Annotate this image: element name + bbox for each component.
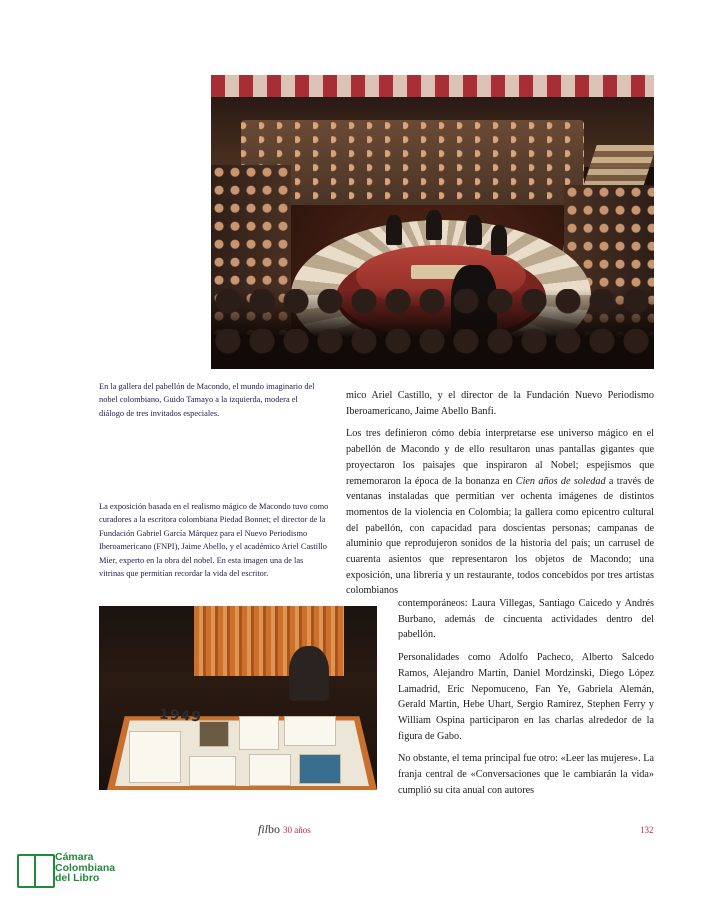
photo-speaker [386, 215, 402, 245]
book-icon [17, 854, 55, 888]
logo-text [55, 852, 115, 884]
gallera-photo [211, 75, 654, 369]
photo-exhibit-card [189, 756, 236, 786]
photo-exhibit-card [129, 731, 181, 783]
photo-audience-stands [241, 120, 584, 205]
brand-bo: bo [268, 822, 281, 836]
logo-line: Cámara [55, 851, 94, 863]
logo-line: del Libro [55, 872, 100, 884]
page-number: 132 [640, 825, 654, 835]
photo-exhibit-card [299, 754, 341, 784]
photo-speaker [426, 210, 442, 240]
paragraph-text: Los tres definieron cómo debía interpretarse ese universo mágico en el pabellón de Macondo y de ello resultaron unas pantallas gigantes que proyectaron los paisajes que inspiraron al Nobel; espejismos que rememoraron la época de la bonanza en [346, 428, 654, 487]
brand-fil: fil [258, 822, 269, 836]
photo-crowd-front [211, 289, 654, 369]
book-title: Cien años de soledad [515, 475, 606, 487]
photo-speaker [466, 215, 482, 245]
photo-exhibit-card [284, 716, 336, 746]
paragraph: mico Ariel Castillo, y el director de la Fundación Nuevo Periodismo Iberoamericano, Jaime Abello Banfi. [346, 390, 654, 417]
logo-line: Colombiana [55, 861, 116, 874]
brand-anniversary: 30 años [283, 825, 311, 835]
paragraph-text: a través de ventanas instaladas que permitian ver ochenta imágenes de distintos momentos de la violencia en Colombia; la gallera como epicentro cultural del pabellón, con capacidad para doscientas personas; campanas de aluminio que reprodujeron sonidos de la historia del país; un carrusel de cuarenta asientos que representaron los objetos de Macondo; una exposición, una librería y un restaurante, todos concebidos por tres artistas colombianos [346, 475, 654, 597]
camara-colombiana-logo [17, 852, 127, 892]
photo-caption-exposition: La exposición basada en el realismo mágico de Macondo tuvo como curadores a la escritora colombiana Piedad Bonnet; el director de la Fundación Gabriel García Márquez para el Nuevo Periodismo Iberoamericano (FNPI), Jaime Abello, y el académico Ariel Castillo Mier, experto en la obra del nobel. En esta imagen una de las vitrinas que permitían recordar la vida del escritor. [99, 502, 329, 579]
photo-caption-gallera: En la gallera del pabellón de Macondo, el mundo imaginario del nobel colombiano, Guido Tamayo a la izquierda, modera el diálogo de tres invitados especiales. [99, 382, 315, 418]
vitrina-photo [99, 606, 377, 790]
paragraph [346, 426, 654, 599]
footer-brand [258, 822, 311, 837]
photo-speaker [491, 225, 507, 255]
photo-visitor [289, 646, 329, 701]
photo-exhibit-card [249, 754, 291, 786]
photo-awning [211, 75, 654, 97]
article-body [346, 388, 654, 606]
paragraph: Personalidades como Adolfo Pacheco, Alberto Salcedo Ramos, Alejandro Martín, Daniel Mordzinski, Diego López Lamadrid, Eric Nepomuceno, Fan Ye, Gabriela Alemán, Gerald Martin, Hebe Uhart, Sergio Ramírez, Stephen Ferry y William Ospina participaron en las charlas alrededor de la figura de Gabo. [398, 652, 654, 742]
paragraph: No obstante, el tema principal fue otro: «Leer las mujeres». La franja central de «Conversaciones que le cambiarán la vida» cumplió su cita anual con autores [398, 753, 654, 796]
photo-exhibit-card [239, 716, 279, 750]
photo-vitrine-title: 1949 [158, 706, 203, 726]
paragraph: contemporáneos: Laura Villegas, Santiago Caicedo y Andrés Burbano, además de cincuenta actividades dentro del pabellón. [398, 598, 654, 641]
photo-exhibit-card [199, 721, 229, 747]
article-body-continued [398, 596, 654, 805]
